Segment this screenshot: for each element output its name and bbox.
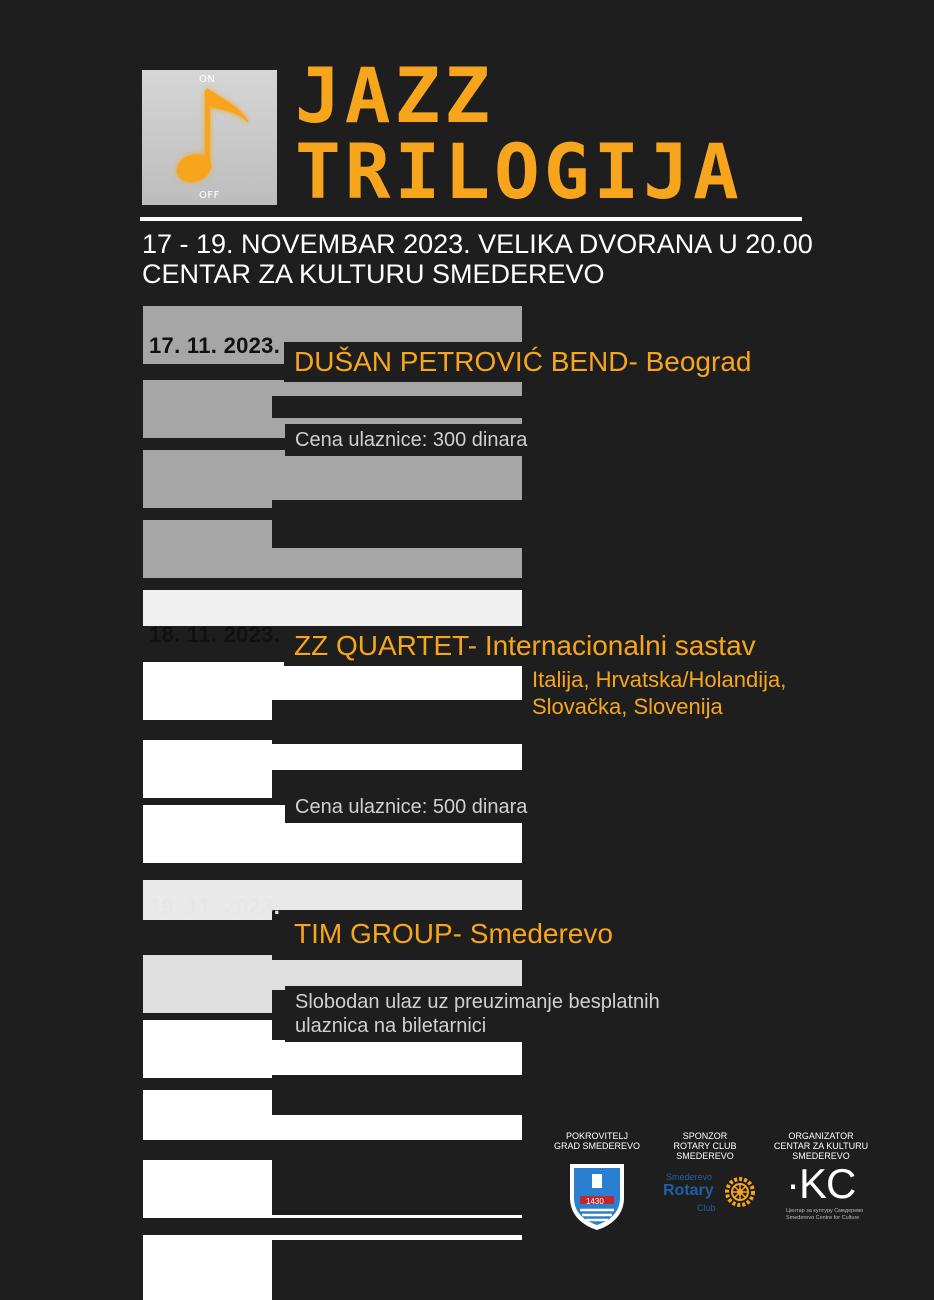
event-price-line: Slobodan ulaz uz preuzimanje besplatnih — [295, 991, 660, 1013]
event-details-line: Slovačka, Slovenija — [532, 694, 723, 719]
sponsor-city: SMEDEREVO — [676, 1151, 734, 1161]
title-divider — [140, 217, 802, 221]
kc-caption-latin: Smederevo Centre for Culture — [786, 1215, 860, 1221]
rotary-logo-main: Rotary — [663, 1182, 714, 1199]
patron-label — [552, 1131, 642, 1151]
organizer-role: ORGANIZATOR — [788, 1131, 854, 1141]
sponsor-role: SPONZOR — [682, 1131, 728, 1141]
piano-black-key — [272, 1075, 532, 1115]
rotary-logo-top: Smederevo — [666, 1172, 713, 1182]
event-price — [285, 986, 670, 1042]
patron-name: GRAD SMEDEREVO — [553, 1141, 640, 1151]
kc-logo-mark: ·KC — [786, 1160, 856, 1207]
crest-year: 1430 — [586, 1197, 604, 1206]
rotary-logo — [660, 1172, 760, 1217]
event-details — [532, 666, 786, 720]
smederevo-crest-icon — [566, 1160, 628, 1232]
event-details-line: Italija, Hrvatska/Holandija, — [532, 667, 787, 692]
title-line-2: TRILOGIJA — [295, 127, 743, 216]
piano-black-key — [272, 500, 532, 548]
kc-caption-cyrillic: Центар за културу Смедерево — [786, 1208, 864, 1214]
event-date: 18. 11. 2023. — [149, 622, 281, 647]
rotary-logo-bottom: Club — [697, 1203, 716, 1213]
event-title — [295, 51, 743, 216]
title-line-1: JAZZ — [295, 51, 495, 140]
subtitle-dates-venue: 17 - 19. NOVEMBAR 2023. VELIKA DVORANA U 20.00 — [142, 229, 813, 259]
subtitle-organizer: CENTAR ZA KULTURU SMEDEREVO — [142, 259, 605, 289]
piano-black-key — [272, 1160, 532, 1215]
patron-role: POKROVITELJ — [565, 1131, 628, 1141]
on-label: ON — [199, 74, 216, 85]
music-note-icon — [142, 70, 277, 205]
event-price: Cena ulaznice: 500 dinara — [285, 791, 537, 823]
organizer-city: SMEDEREVO — [792, 1151, 850, 1161]
event-band: TIM GROUP- Smederevo — [284, 914, 621, 954]
piano-key — [143, 590, 522, 626]
event-date: 17. 11. 2023. — [149, 333, 281, 358]
piano-black-key — [272, 396, 532, 418]
organizer-name: CENTAR ZA KULTURU — [773, 1141, 869, 1151]
rotary-wheel-icon — [724, 1176, 756, 1208]
organizer-label — [766, 1131, 876, 1161]
jazz-note-logo — [142, 70, 277, 205]
sponsor-name: ROTARY CLUB — [673, 1141, 737, 1151]
event-subtitle — [142, 229, 813, 289]
kc-logo — [786, 1160, 876, 1224]
sponsor-label — [660, 1131, 750, 1161]
event-price: Cena ulaznice: 300 dinara — [285, 424, 537, 456]
off-label: OFF — [199, 190, 220, 201]
event-band: DUŠAN PETROVIĆ BEND- Beograd — [284, 342, 759, 382]
event-band: ZZ QUARTET- Internacionalni sastav — [284, 626, 764, 666]
piano-black-key — [272, 1240, 532, 1300]
event-date: 19. 11. 2023. — [149, 894, 281, 919]
event-price-line: ulaznica na biletarnici — [295, 1015, 487, 1037]
piano-black-key — [272, 700, 532, 744]
